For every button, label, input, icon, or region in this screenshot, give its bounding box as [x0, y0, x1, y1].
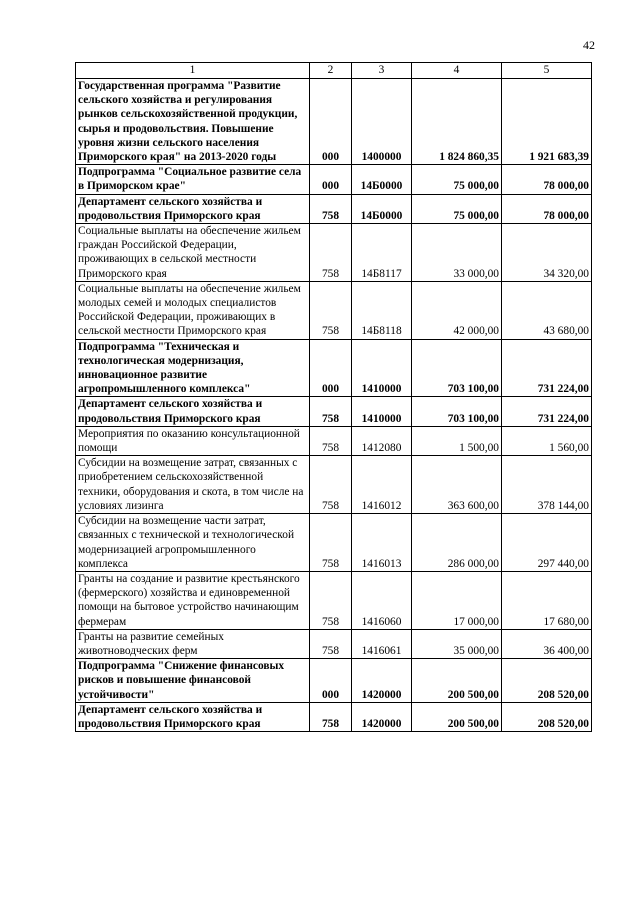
row-article-cell: 14Б0000	[352, 165, 412, 194]
row-amount-2-cell: 208 520,00	[502, 702, 592, 731]
row-amount-2-cell: 208 520,00	[502, 659, 592, 703]
row-amount-2-cell: 17 680,00	[502, 571, 592, 629]
row-amount-1-cell: 200 500,00	[412, 659, 502, 703]
row-article-cell: 1416060	[352, 571, 412, 629]
row-code-cell: 758	[310, 514, 352, 572]
table-row	[76, 514, 592, 572]
table-row	[76, 79, 592, 165]
row-article-cell: 14Б8118	[352, 281, 412, 339]
row-amount-2-cell: 297 440,00	[502, 514, 592, 572]
table-row	[76, 629, 592, 658]
row-amount-2-cell: 34 320,00	[502, 224, 592, 282]
row-name-cell: Социальные выплаты на обеспечение жильем молодых семей и молодых специалистов Российской Федерации, проживающих в сельской местности Приморского края	[76, 281, 310, 339]
row-name-cell: Государственная программа "Развитие сельского хозяйства и регулирования рынков сельскохозяйственной продукции, сырья и продовольствия. Повышение уровня жизни сельского населения Приморского края" на 2013-2020 годы	[76, 79, 310, 165]
table-row	[76, 456, 592, 514]
row-amount-1-cell: 200 500,00	[412, 702, 502, 731]
row-article-cell: 1416012	[352, 456, 412, 514]
row-amount-2-cell: 731 224,00	[502, 397, 592, 426]
row-name-cell: Подпрограмма "Социальное развитие села в Приморском крае"	[76, 165, 310, 194]
row-article-cell: 14Б8117	[352, 224, 412, 282]
row-code-cell: 000	[310, 79, 352, 165]
row-article-cell: 14Б0000	[352, 194, 412, 223]
row-amount-1-cell: 286 000,00	[412, 514, 502, 572]
row-code-cell: 758	[310, 281, 352, 339]
table-row	[76, 397, 592, 426]
budget-table	[75, 62, 592, 732]
row-article-cell: 1420000	[352, 659, 412, 703]
row-amount-1-cell: 1 824 860,35	[412, 79, 502, 165]
table-row	[76, 426, 592, 455]
row-code-cell: 000	[310, 165, 352, 194]
row-amount-2-cell: 78 000,00	[502, 165, 592, 194]
header-cell-2: 2	[310, 63, 352, 79]
row-name-cell: Мероприятия по оказанию консультационной помощи	[76, 426, 310, 455]
row-name-cell: Департамент сельского хозяйства и продовольствия Приморского края	[76, 194, 310, 223]
row-amount-1-cell: 17 000,00	[412, 571, 502, 629]
row-code-cell: 758	[310, 571, 352, 629]
row-amount-1-cell: 703 100,00	[412, 339, 502, 397]
row-amount-1-cell: 363 600,00	[412, 456, 502, 514]
row-amount-1-cell: 75 000,00	[412, 165, 502, 194]
row-article-cell: 1410000	[352, 397, 412, 426]
row-code-cell: 758	[310, 224, 352, 282]
row-article-cell: 1416061	[352, 629, 412, 658]
row-amount-2-cell: 378 144,00	[502, 456, 592, 514]
row-article-cell: 1412080	[352, 426, 412, 455]
row-name-cell: Субсидии на возмещение части затрат, связанных с технической и технологической модернизацией агропромышленного комплекса	[76, 514, 310, 572]
row-amount-1-cell: 1 500,00	[412, 426, 502, 455]
row-code-cell: 758	[310, 702, 352, 731]
row-name-cell: Гранты на развитие семейных животноводческих ферм	[76, 629, 310, 658]
table-row	[76, 194, 592, 223]
row-amount-2-cell: 78 000,00	[502, 194, 592, 223]
table-row	[76, 281, 592, 339]
row-code-cell: 000	[310, 659, 352, 703]
row-amount-1-cell: 703 100,00	[412, 397, 502, 426]
row-name-cell: Подпрограмма "Снижение финансовых рисков и повышение финансовой устойчивости"	[76, 659, 310, 703]
row-amount-2-cell: 36 400,00	[502, 629, 592, 658]
row-name-cell: Субсидии на возмещение затрат, связанных с приобретением сельскохозяйственной техники, оборудования и скота, в том числе на условиях лизинга	[76, 456, 310, 514]
row-article-cell: 1410000	[352, 339, 412, 397]
row-amount-1-cell: 35 000,00	[412, 629, 502, 658]
row-code-cell: 758	[310, 194, 352, 223]
page-number: 42	[583, 38, 595, 52]
row-name-cell: Департамент сельского хозяйства и продовольствия Приморского края	[76, 397, 310, 426]
row-code-cell: 000	[310, 339, 352, 397]
table-row	[76, 571, 592, 629]
table-row	[76, 659, 592, 703]
table-row	[76, 224, 592, 282]
header-cell-4: 4	[412, 63, 502, 79]
table-row	[76, 339, 592, 397]
row-amount-2-cell: 1 560,00	[502, 426, 592, 455]
row-amount-2-cell: 43 680,00	[502, 281, 592, 339]
table-row	[76, 165, 592, 194]
header-cell-5: 5	[502, 63, 592, 79]
row-amount-2-cell: 731 224,00	[502, 339, 592, 397]
row-name-cell: Департамент сельского хозяйства и продовольствия Приморского края	[76, 702, 310, 731]
row-code-cell: 758	[310, 456, 352, 514]
row-name-cell: Гранты на создание и развитие крестьянского (фермерского) хозяйства и единовременной помощи на бытовое устройство начинающим фермерам	[76, 571, 310, 629]
row-code-cell: 758	[310, 397, 352, 426]
table-row	[76, 702, 592, 731]
row-article-cell: 1420000	[352, 702, 412, 731]
row-amount-1-cell: 42 000,00	[412, 281, 502, 339]
row-name-cell: Подпрограмма "Техническая и технологическая модернизация, инновационное развитие агропромышленного комплекса"	[76, 339, 310, 397]
row-code-cell: 758	[310, 629, 352, 658]
header-cell-1: 1	[76, 63, 310, 79]
row-name-cell: Социальные выплаты на обеспечение жильем граждан Российской Федерации, проживающих в сельской местности Приморского края	[76, 224, 310, 282]
row-article-cell: 1400000	[352, 79, 412, 165]
row-code-cell: 758	[310, 426, 352, 455]
row-article-cell: 1416013	[352, 514, 412, 572]
header-cell-3: 3	[352, 63, 412, 79]
row-amount-1-cell: 75 000,00	[412, 194, 502, 223]
row-amount-2-cell: 1 921 683,39	[502, 79, 592, 165]
table-header-row	[76, 63, 592, 79]
row-amount-1-cell: 33 000,00	[412, 224, 502, 282]
